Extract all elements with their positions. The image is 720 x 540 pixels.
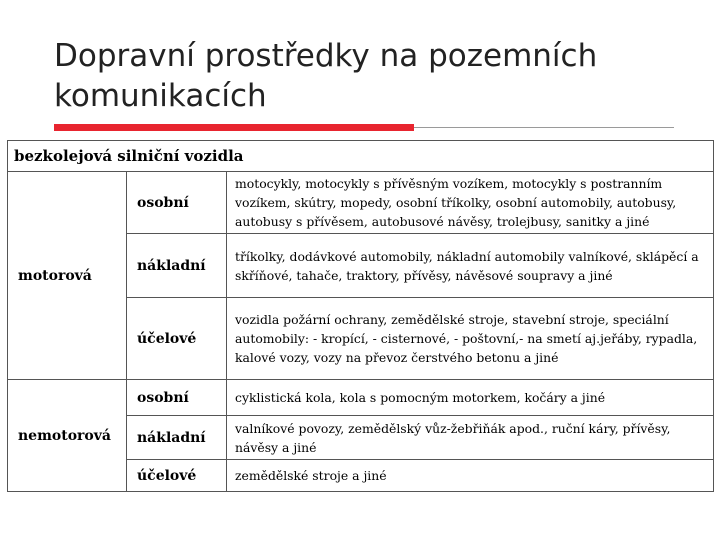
vehicle-classification-table: [7, 140, 713, 492]
table-row: [8, 380, 714, 416]
table-row: [8, 172, 714, 234]
description-cell: zemědělské stroje a jiné: [227, 460, 714, 492]
description-cell: cyklistická kola, kola s pomocným motorkem, kočáry a jiné: [227, 380, 714, 416]
category-motorised: motorová: [8, 172, 127, 380]
slide-title: Dopravní prostředky na pozemních komunikacích: [54, 38, 598, 114]
type-cell: nákladní: [127, 234, 227, 298]
description-cell: tříkolky, dodávkové automobily, nákladní automobily valníkové, sklápěcí a skříňové, tahače, traktory, přívěsy, návěsové soupravy a jiné: [227, 234, 714, 298]
description-cell: valníkové povozy, zemědělský vůz-žebřiňák apod., ruční káry, přívěsy, návěsy a jiné: [227, 416, 714, 460]
table-header-row: [8, 141, 714, 172]
description-cell: vozidla požární ochrany, zemědělské stroje, stavební stroje, speciální automobily: - kropící, - cisternové, - poštovní,- na smetí aj.jeřáby, rypadla, kalové vozy, vozy na převoz čerstvého betonu a jiné: [227, 298, 714, 380]
category-non-motorised: nemotorová: [8, 380, 127, 492]
type-cell: účelové: [127, 460, 227, 492]
title-accent-bar: [54, 124, 414, 131]
table-header: bezkolejová silniční vozidla: [8, 141, 714, 172]
type-cell: účelové: [127, 298, 227, 380]
type-cell: osobní: [127, 172, 227, 234]
type-cell: nákladní: [127, 416, 227, 460]
type-cell: osobní: [127, 380, 227, 416]
description-cell: motocykly, motocykly s přívěsným vozíkem, motocykly s postranním vozíkem, skútry, mopedy, osobní tříkolky, osobní automobily, autobusy, autobusy s přívěsem, autobusové návěsy, trolejbusy, sanitky a jiné: [227, 172, 714, 234]
